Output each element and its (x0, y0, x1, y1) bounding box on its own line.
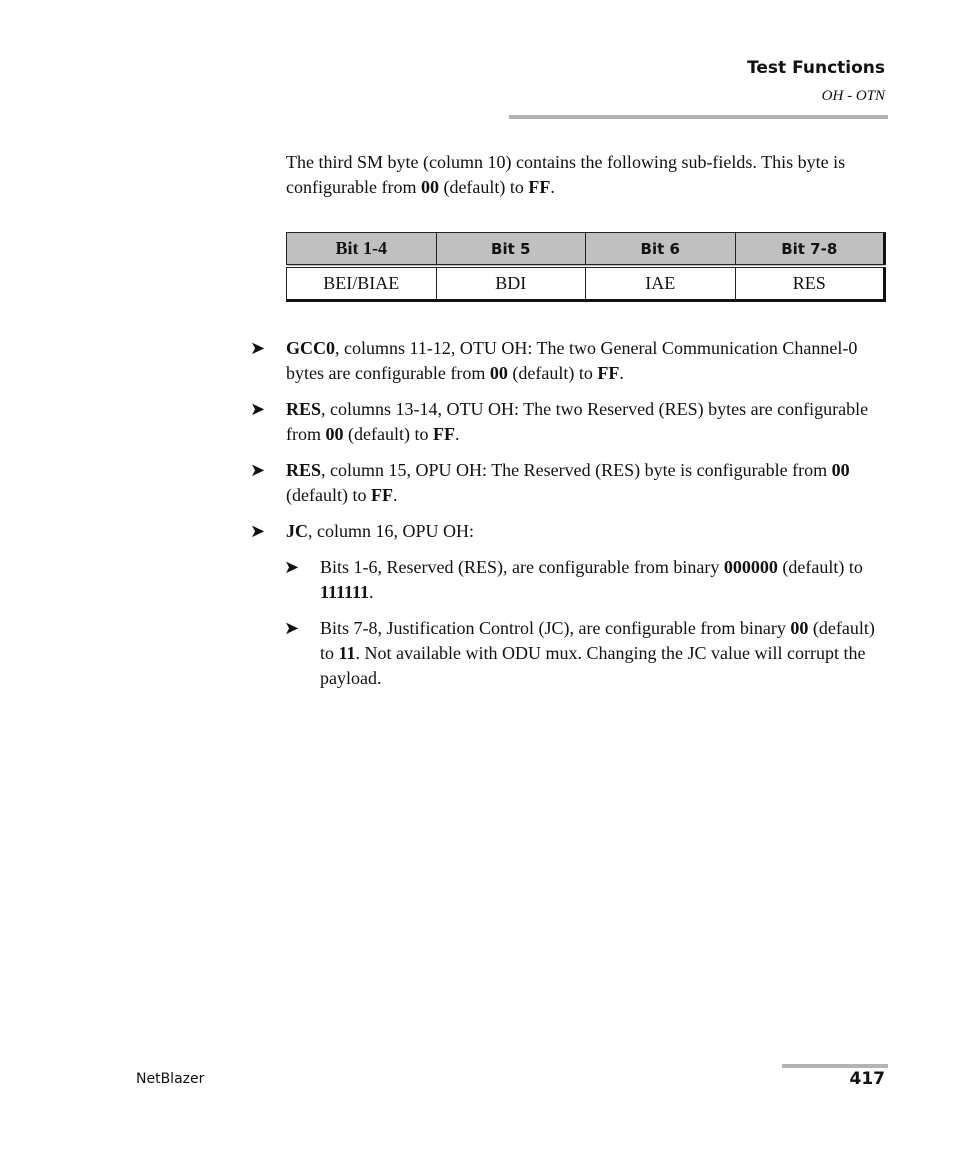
running-header-title: Test Functions (747, 58, 885, 78)
footer-rule (782, 1064, 888, 1068)
table-header-cell: Bit 1-4 (287, 233, 437, 267)
table-header-cell: Bit 6 (586, 233, 736, 267)
footer-product-name: NetBlazer (136, 1071, 205, 1087)
arrow-bullet-icon: ➤ (284, 557, 300, 577)
sm-byte-table (286, 232, 886, 302)
table-cell: BDI (436, 266, 586, 301)
table-header-cell: Bit 7-8 (735, 233, 885, 267)
list-item: ➤ JC, column 16, OPU OH: (250, 519, 890, 544)
running-header-subtitle: OH - OTN (821, 88, 885, 104)
page-number: 417 (849, 1069, 885, 1089)
arrow-bullet-icon: ➤ (250, 460, 266, 480)
list-item: ➤ RES, column 15, OPU OH: The Reserved (RES) byte is configurable from 00 (default) to FF. (250, 460, 850, 505)
intro-paragraph: The third SM byte (column 10) contains the following sub-fields. This byte is configurable from 00 (default) to FF. (286, 152, 846, 197)
list-item: ➤ RES, columns 13-14, OTU OH: The two Reserved (RES) bytes are configurable from 00 (default) to FF. (250, 399, 869, 444)
table-row (287, 266, 885, 301)
table-cell: BEI/BIAE (287, 266, 437, 301)
table-header-cell: Bit 5 (436, 233, 586, 267)
table-cell: IAE (586, 266, 736, 301)
list-item: ➤ GCC0, columns 11-12, OTU OH: The two General Communication Channel-0 bytes are configurable from 00 (default) to FF. (250, 338, 858, 383)
arrow-bullet-icon: ➤ (284, 618, 300, 638)
bullet-list (250, 336, 890, 702)
header-rule (509, 115, 888, 119)
arrow-bullet-icon: ➤ (250, 338, 266, 358)
table-header-row (287, 233, 885, 267)
table-cell: RES (735, 266, 885, 301)
sub-list-item: ➤ Bits 1-6, Reserved (RES), are configurable from binary 000000 (default) to 111111. (284, 557, 863, 602)
sub-list-item: ➤ Bits 7-8, Justification Control (JC), are configurable from binary 00 (default) to 11. Not available with ODU mux. Changing the JC value will corrupt the payload. (284, 618, 875, 688)
arrow-bullet-icon: ➤ (250, 399, 266, 419)
arrow-bullet-icon: ➤ (250, 521, 266, 541)
